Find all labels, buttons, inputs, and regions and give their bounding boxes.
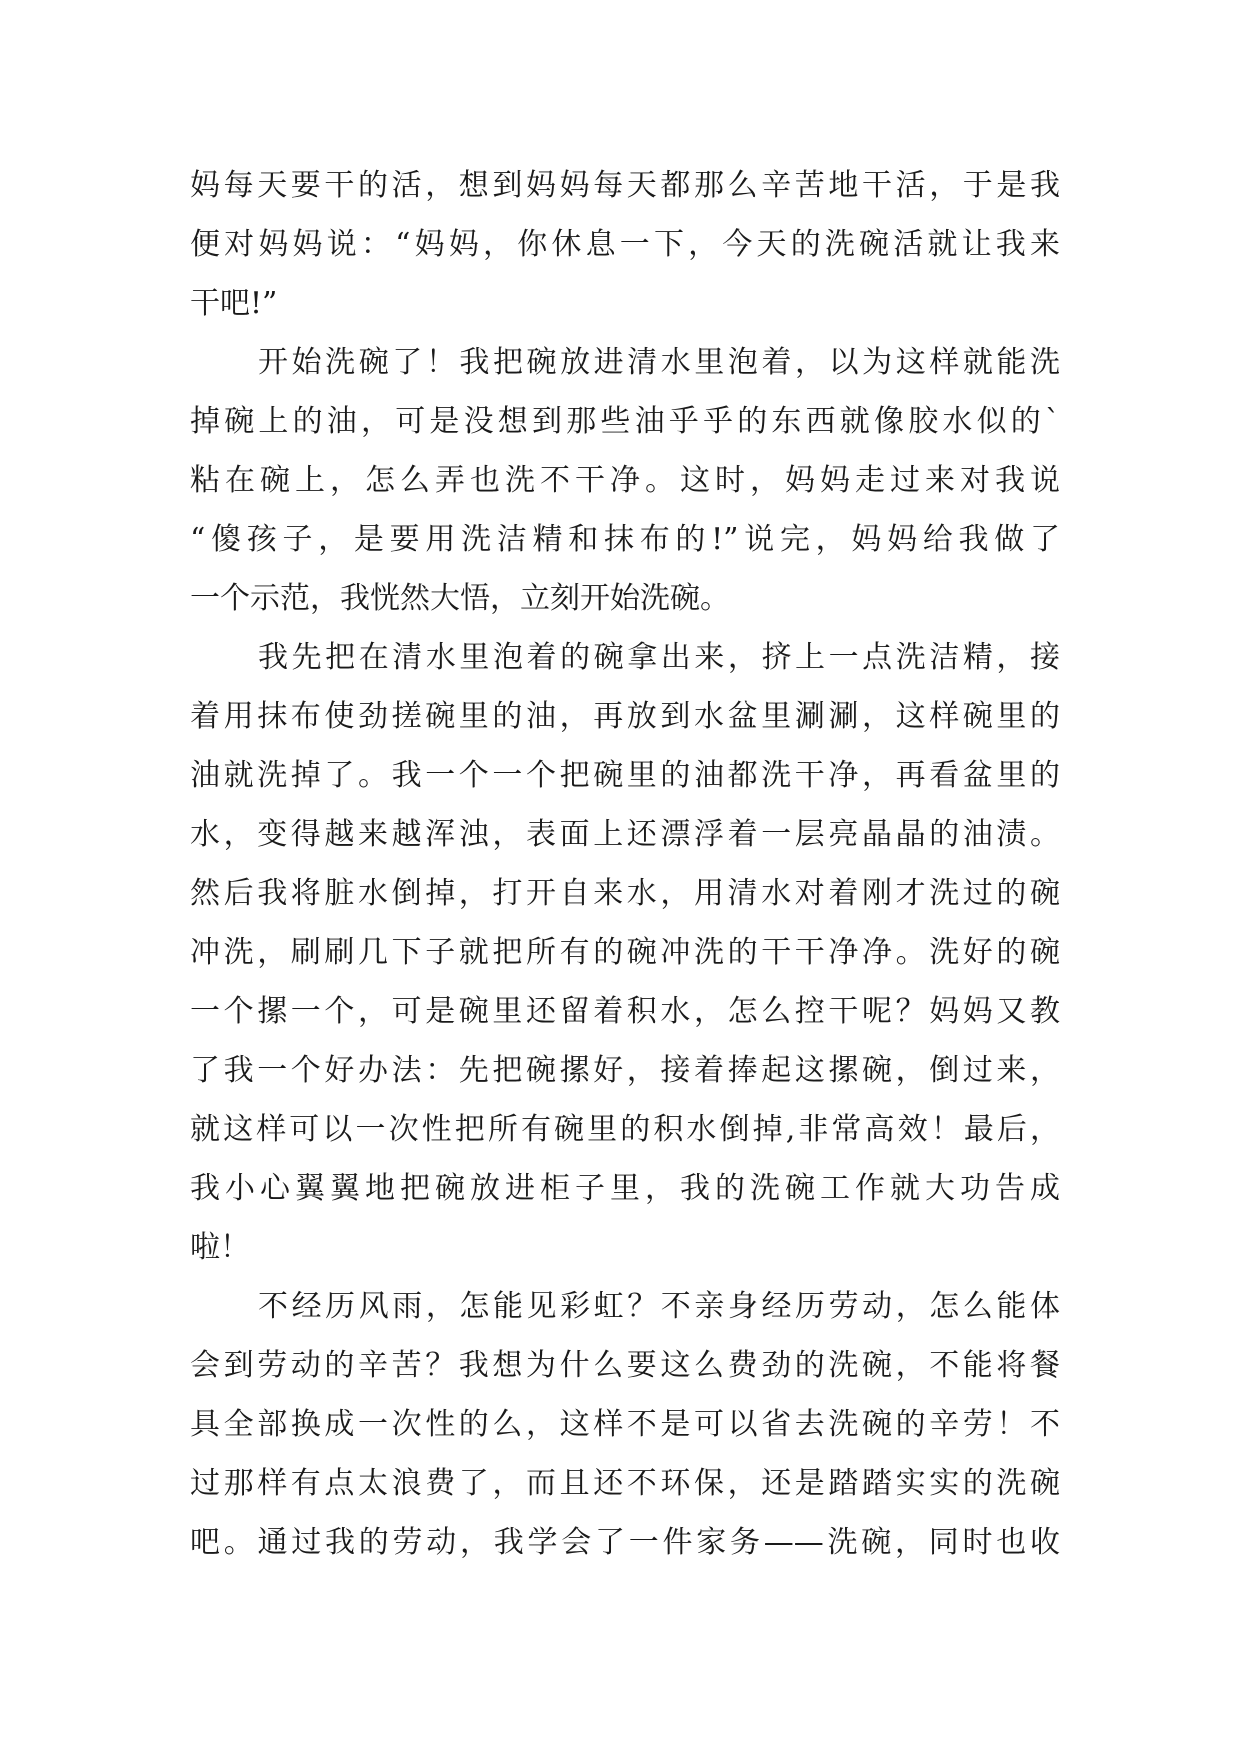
text-line: 我小心翼翼地把碗放进柜子里，我的洗碗工作就大功告成	[190, 1171, 1060, 1206]
text-line: 油就洗掉了。我一个一个把碗里的油都洗干净，再看盆里的	[190, 758, 1060, 793]
text-line: 一个示范，我恍然大悟，立刻开始洗碗。	[190, 581, 730, 616]
text-line: 然后我将脏水倒掉，打开自来水，用清水对着刚才洗过的碗	[190, 876, 1060, 911]
text-line: 就这样可以一次性把所有碗里的积水倒掉,非常高效！最后，	[190, 1112, 1060, 1147]
text-line: 吧。通过我的劳动，我学会了一件家务——洗碗，同时也收	[190, 1525, 1060, 1560]
text-line: 水，变得越来越浑浊，表面上还漂浮着一层亮晶晶的油渍。	[190, 817, 1060, 852]
text-line: 妈每天要干的活，想到妈妈每天都那么辛苦地干活，于是我	[190, 168, 1060, 203]
text-line: 着用抹布使劲搓碗里的油，再放到水盆里涮涮，这样碗里的	[190, 699, 1060, 734]
text-line: 啦！	[190, 1230, 250, 1265]
text-line: 冲洗，刷刷几下子就把所有的碗冲洗的干干净净。洗好的碗	[190, 935, 1060, 970]
text-line: 一个摞一个，可是碗里还留着积水，怎么控干呢？妈妈又教	[190, 994, 1060, 1029]
paragraph-first-line: 我先把在清水里泡着的碗拿出来，挤上一点洗洁精，接	[258, 640, 1060, 675]
text-line: “傻孩子，是要用洗洁精和抹布的!”说完，妈妈给我做了	[190, 522, 1060, 557]
text-line: 便对妈妈说：“妈妈，你休息一下，今天的洗碗活就让我来	[190, 227, 1060, 262]
paragraph-first-line: 开始洗碗了！我把碗放进清水里泡着，以为这样就能洗	[258, 345, 1060, 380]
text-line: 粘在碗上，怎么弄也洗不干净。这时，妈妈走过来对我说	[190, 463, 1060, 498]
text-line: 了我一个好办法：先把碗摞好，接着捧起这摞碗，倒过来，	[190, 1053, 1060, 1088]
paragraph-first-line: 不经历风雨，怎能见彩虹？不亲身经历劳动，怎么能体	[258, 1289, 1060, 1324]
text-line: 具全部换成一次性的么，这样不是可以省去洗碗的辛劳！不	[190, 1407, 1060, 1442]
text-line: 过那样有点太浪费了，而且还不环保，还是踏踏实实的洗碗	[190, 1466, 1060, 1501]
text-line: 掉碗上的油，可是没想到那些油乎乎的东西就像胶水似的`	[190, 404, 1060, 439]
text-line: 干吧!”	[190, 286, 278, 321]
essay-body	[190, 156, 1060, 1572]
text-line: 会到劳动的辛苦？我想为什么要这么费劲的洗碗，不能将餐	[190, 1348, 1060, 1383]
